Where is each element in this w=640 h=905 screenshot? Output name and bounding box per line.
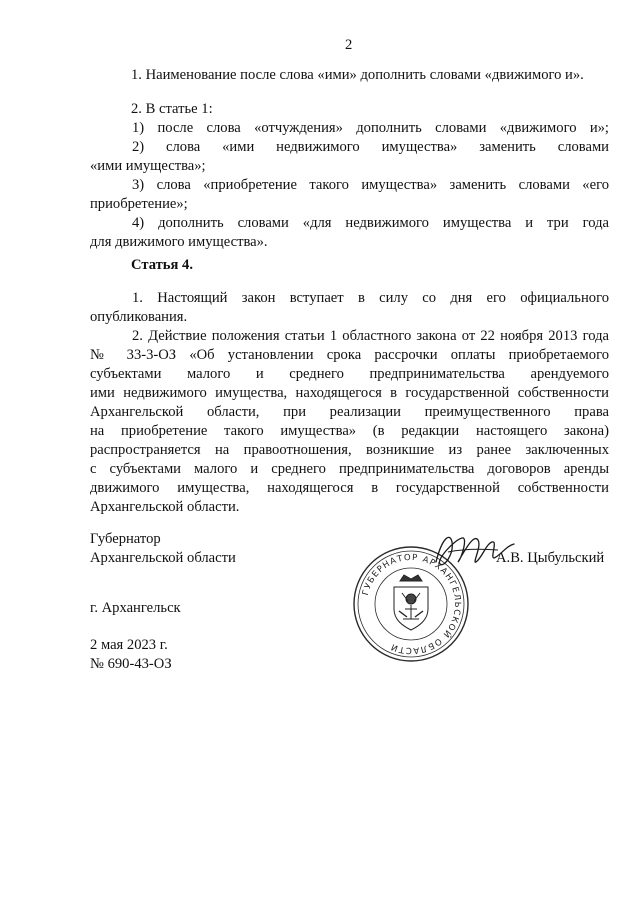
signer-title-line-1: Губернатор (90, 531, 161, 547)
paragraph-line: ими недвижимого имущества, находящегося в государственной собственности (90, 385, 609, 401)
paragraph-line: Архангельской области, при реализации преимущественного права (90, 404, 609, 420)
paragraph-line: 1. Настоящий закон вступает в силу со дня его официального (132, 290, 609, 306)
item-2-line: для движимого имущества». (90, 234, 268, 250)
paragraph-line: на приобретение такого имущества» (в редакции настоящего закона) (90, 423, 609, 439)
seal-lettering: ГУБЕРНАТОР АРХАНГЕЛЬСКОЙ ОБЛАСТИ (360, 552, 463, 656)
paragraph-line: движимого имущества, находящегося в государственной собственности (90, 480, 609, 496)
article-paragraph-1 (90, 289, 609, 327)
paragraph-line: № 33-3-ОЗ «Об установлении срока рассрочки оплаты приобретаемого (90, 347, 609, 363)
paragraph-line: Архангельской области. (90, 499, 240, 515)
item-2-line: приобретение»; (90, 196, 188, 212)
signer-title-line-2: Архангельской области (90, 550, 236, 566)
item-2-title: 2. В статье 1: (131, 101, 213, 117)
item-2-list (90, 119, 609, 252)
item-2-line: 1) после слова «отчуждения» дополнить словами «движимого и»; (132, 120, 609, 136)
paragraph-line: с субъектами малого и среднего предпринимательства договоров аренды (90, 461, 609, 477)
article-paragraph-2 (90, 327, 609, 517)
item-2-line: «ими имущества»; (90, 158, 206, 174)
signer-name: А.В. Цыбульский (496, 550, 605, 566)
paragraph-line: субъектами малого и среднего предпринимательства арендуемого (90, 366, 609, 382)
item-2-line: 3) слова «приобретение такого имущества» заменить словами «его (132, 177, 609, 193)
paragraph-line: опубликования. (90, 309, 188, 325)
paragraph-line: распространяется на правоотношения, возникшие из ранее заключенных (90, 442, 609, 458)
article-title: Статья 4. (131, 257, 193, 273)
item-2-line: 2) слова «ими недвижимого имущества» заменить словами (132, 139, 609, 155)
date: 2 мая 2023 г. (90, 637, 168, 653)
page-number: 2 (345, 37, 353, 53)
city: г. Архангельск (90, 600, 181, 616)
item-2-line: 4) дополнить словами «для недвижимого имущества и три года (132, 215, 609, 231)
item-1: 1. Наименование после слова «ими» дополнить словами «движимого и». (131, 67, 584, 83)
signature-icon (428, 528, 518, 578)
paragraph-line: 2. Действие положения статьи 1 областного закона от 22 ноября 2013 года (132, 328, 609, 344)
law-number: № 690-43-ОЗ (90, 656, 172, 672)
